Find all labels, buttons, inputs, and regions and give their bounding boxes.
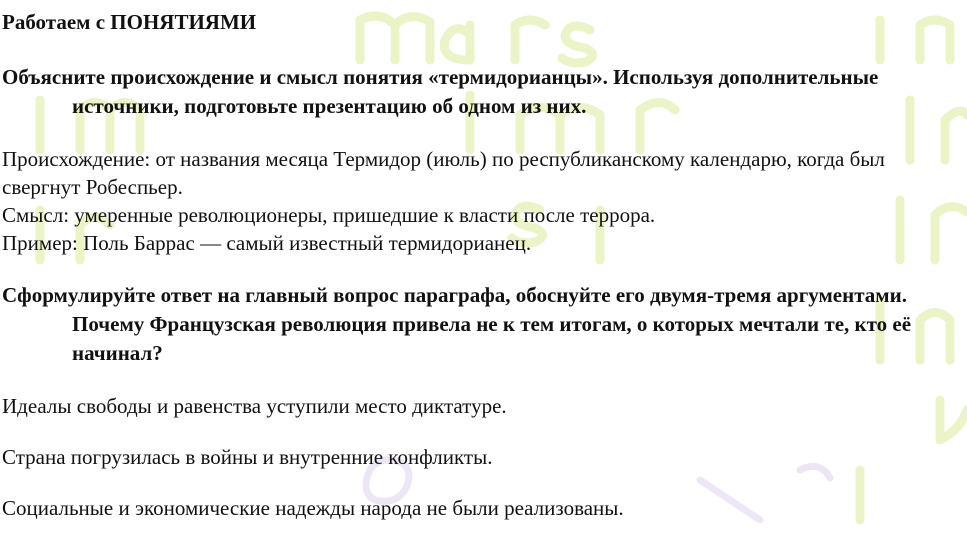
argument-2: Страна погрузилась в войны и внутренние конфликты. bbox=[2, 445, 493, 469]
argument-1: Идеалы свободы и равенства уступили место диктатуре. bbox=[2, 394, 507, 418]
question-main-paragraph: Сформулируйте ответ на главный вопрос параграфа, обоснуйте его двумя-тремя аргументами. Почему Французская революция привела не к тем итогам, о которых мечтали те, кто её начинал? bbox=[2, 283, 912, 365]
answer-meaning-line: Смысл: умеренные революционеры, пришедшие к власти после террора. bbox=[2, 203, 656, 227]
document-body bbox=[2, 8, 962, 545]
section-heading: Работаем с ПОНЯТИЯМИ bbox=[2, 10, 257, 34]
answer-main-paragraph bbox=[2, 392, 962, 522]
question-origin-meaning: Объясните происхождение и смысл понятия «термидорианцы». Используя дополнительные источники, подготовьте презентацию об одном из них. bbox=[2, 65, 879, 118]
argument-3: Социальные и экономические надежды народа не были реализованы. bbox=[2, 496, 624, 520]
answer-origin-meaning bbox=[2, 145, 962, 257]
answer-origin-line: Происхождение: от названия месяца Термидор (июль) по республиканскому календарю, когда был свергнут Робеспьер. bbox=[2, 147, 885, 199]
answer-example-line: Пример: Поль Баррас — самый известный термидорианец. bbox=[2, 231, 532, 255]
